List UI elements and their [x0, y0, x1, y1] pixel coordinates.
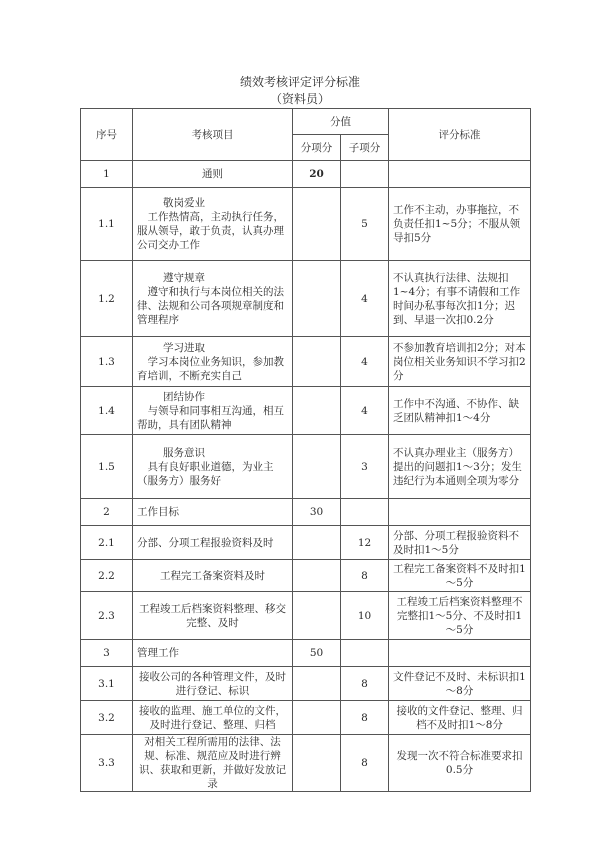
row-criteria: 发现一次不符合标准要求扣0.5分: [389, 735, 531, 792]
row-item: 工作目标: [133, 499, 293, 526]
row-section-score: [293, 592, 341, 640]
table-row: [81, 526, 531, 560]
row-criteria: 分部、分项工程报验资料不及时扣1～5分: [389, 526, 531, 560]
row-no: 2: [81, 499, 133, 526]
row-no: 2.3: [81, 592, 133, 640]
table-row: [81, 560, 531, 592]
row-sub-score: 12: [341, 526, 389, 560]
row-section-score: [293, 735, 341, 792]
row-section-score: 50: [293, 640, 341, 667]
table-row: [81, 435, 531, 499]
row-criteria: 工程完工备案资料不及时扣1～5分: [389, 560, 531, 592]
header-section-score: 分项分: [293, 135, 341, 161]
table-row-section: [81, 640, 531, 667]
row-item: [133, 435, 293, 499]
table-row-section: [81, 161, 531, 188]
row-sub-score: 8: [341, 560, 389, 592]
row-item: [133, 188, 293, 261]
row-sub-score: [341, 161, 389, 188]
row-item: 接收的监理、施工单位的文件，及时进行登记、整理、归档: [133, 701, 293, 735]
row-criteria: 工作不主动，办事拖拉，不负责任扣1~5分；不服从领导扣5分: [389, 188, 531, 261]
row-item: [133, 337, 293, 387]
row-sub-score: 8: [341, 735, 389, 792]
row-item: 管理工作: [133, 640, 293, 667]
table-row: [81, 592, 531, 640]
row-no: 2.1: [81, 526, 133, 560]
row-sub-score: [341, 499, 389, 526]
header-score: 分值: [293, 109, 389, 135]
header-no: 序号: [81, 109, 133, 161]
row-section-score: [293, 188, 341, 261]
row-item: 工程竣工后档案资料整理、移交完整、及时: [133, 592, 293, 640]
row-criteria: 不认真办理业主（服务方）提出的问题扣1～3分；发生违纪行为本通则全项为零分: [389, 435, 531, 499]
row-criteria: 不参加教育培训扣2分；对本岗位相关业务知识不学习扣2分: [389, 337, 531, 387]
table-row: [81, 387, 531, 435]
table-row: [81, 701, 531, 735]
row-criteria: 工作中不沟通、不协作、缺乏团队精神扣1～4分: [389, 387, 531, 435]
row-sub-score: 4: [341, 337, 389, 387]
row-no: 3.1: [81, 667, 133, 701]
row-item: 通则: [133, 161, 293, 188]
row-criteria: [389, 499, 531, 526]
row-item: [133, 387, 293, 435]
row-item-heading: 敬岗爱业: [163, 197, 205, 209]
row-item: 分部、分项工程报验资料及时: [133, 526, 293, 560]
row-item-heading: 学习进取: [163, 341, 205, 354]
row-section-score: [293, 526, 341, 560]
row-section-score: [293, 435, 341, 499]
row-section-score: [293, 701, 341, 735]
row-criteria: 接收的文件登记、整理、归档不及时扣1～8分: [389, 701, 531, 735]
row-criteria: [389, 640, 531, 667]
row-no: 1.2: [81, 261, 133, 337]
row-item-heading: 团结协作: [163, 390, 205, 403]
row-no: 1.5: [81, 435, 133, 499]
row-section-score: [293, 261, 341, 337]
row-criteria: [389, 161, 531, 188]
table-row: [81, 261, 531, 337]
row-item: [133, 261, 293, 337]
row-no: 3.3: [81, 735, 133, 792]
row-sub-score: 8: [341, 667, 389, 701]
table-row: [81, 667, 531, 701]
row-section-score: [293, 667, 341, 701]
row-sub-score: 10: [341, 592, 389, 640]
row-item: 对相关工程所需用的法律、法规、标准、规范应及时进行辨识、获取和更新，并做好发放记录: [133, 735, 293, 792]
row-no: 2.2: [81, 560, 133, 592]
row-section-score: [293, 560, 341, 592]
header-sub-score: 子项分: [341, 135, 389, 161]
scoring-table: [80, 108, 531, 792]
row-item-heading: 服务意识: [163, 446, 205, 459]
row-section-score: 20: [293, 161, 341, 188]
table-row-section: [81, 499, 531, 526]
row-item-heading: 遵守规章: [163, 271, 205, 284]
row-item-detail: 与领导和同事相互沟通，相互帮助，具有团队精神: [137, 404, 284, 431]
table-row: [81, 188, 531, 261]
row-criteria: 工程竣工后档案资料整理不完整扣1～5分、不及时扣1～5分: [389, 592, 531, 640]
row-no: 1.1: [81, 188, 133, 261]
row-item-detail: 学习本岗位业务知识，参加教育培训，不断充实自己: [137, 355, 284, 382]
document-title: 绩效考核评定评分标准: [239, 75, 360, 89]
row-item-detail: 具有良好职业道德，为业主（服务方）服务好: [137, 460, 274, 487]
row-section-score: [293, 387, 341, 435]
row-item-detail: 工作热情高，主动执行任务，服从领导，敢于负责，认真办理公司交办工作: [137, 211, 284, 251]
row-item: 工程完工备案资料及时: [133, 560, 293, 592]
row-sub-score: 8: [341, 701, 389, 735]
header-criteria: 评分标准: [389, 109, 531, 161]
row-no: 3.2: [81, 701, 133, 735]
row-no: 1.4: [81, 387, 133, 435]
table-row: [81, 735, 531, 792]
document-subtitle: （资料员）: [269, 92, 330, 106]
row-sub-score: 3: [341, 435, 389, 499]
row-item-detail: 遵守和执行与本岗位相关的法律、法规和公司各项规章制度和管理程序: [137, 285, 284, 326]
row-section-score: [293, 337, 341, 387]
header-item: 考核项目: [133, 109, 293, 161]
row-sub-score: 5: [341, 188, 389, 261]
table-row: [81, 337, 531, 387]
row-no: 3: [81, 640, 133, 667]
row-criteria: 文件登记不及时、未标识扣1～8分: [389, 667, 531, 701]
row-sub-score: [341, 640, 389, 667]
row-no: 1.3: [81, 337, 133, 387]
row-sub-score: 4: [341, 261, 389, 337]
row-item: 接收公司的各种管理文件，及时进行登记、标识: [133, 667, 293, 701]
row-section-score: 30: [293, 499, 341, 526]
row-sub-score: 4: [341, 387, 389, 435]
row-no: 1: [81, 161, 133, 188]
row-criteria: 不认真执行法律、法规扣1~4分；有事不请假和工作时间办私事每次扣1分；迟到、早退一次扣0.2分: [389, 261, 531, 337]
